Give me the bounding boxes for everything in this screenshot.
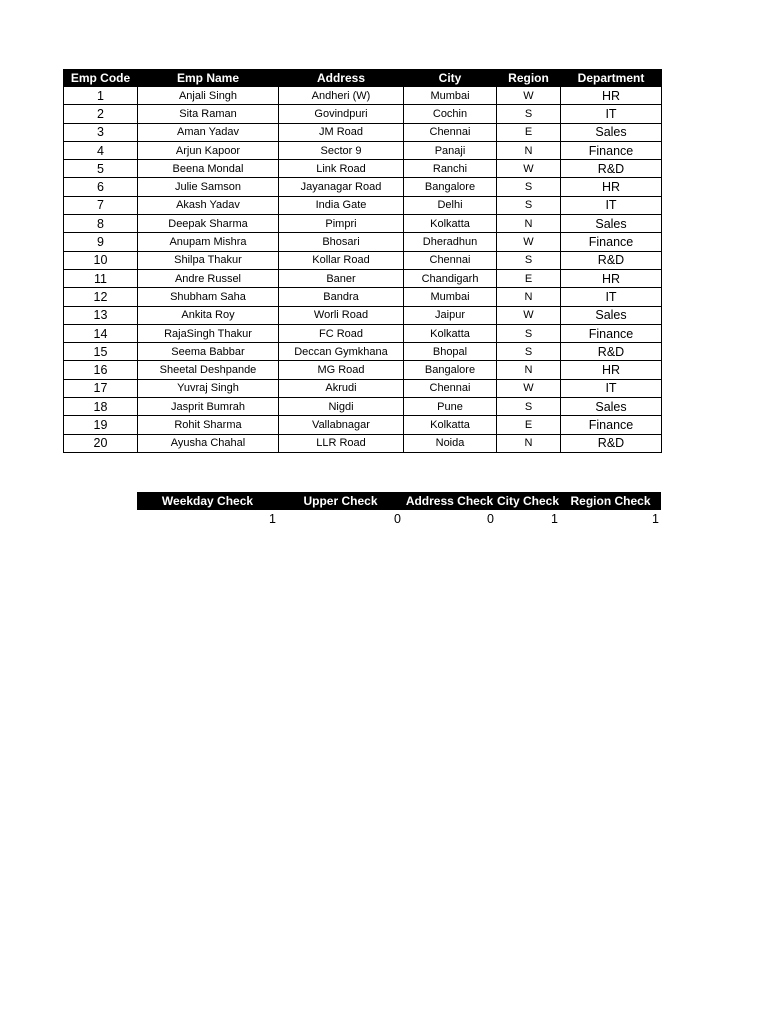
cell-emp-name: Jasprit Bumrah — [138, 398, 279, 416]
cell-address: Jayanagar Road — [279, 178, 404, 196]
cell-address: Link Road — [279, 160, 404, 178]
cell-address: JM Road — [279, 123, 404, 141]
cell-emp-name: Akash Yadav — [138, 196, 279, 214]
table-row — [64, 123, 662, 141]
table-row — [64, 196, 662, 214]
header-address: Address — [279, 69, 404, 87]
value-city-check: 1 — [551, 512, 558, 526]
cell-city: Ranchi — [404, 160, 497, 178]
cell-region: S — [497, 105, 561, 123]
cell-emp-code: 1 — [64, 87, 138, 105]
cell-emp-name: Ayusha Chahal — [138, 434, 279, 452]
table-row — [64, 416, 662, 434]
cell-emp-code: 9 — [64, 233, 138, 251]
cell-department: R&D — [561, 251, 662, 269]
cell-city: Bangalore — [404, 178, 497, 196]
table-row — [64, 178, 662, 196]
table-row — [64, 160, 662, 178]
cell-emp-name: Andre Russel — [138, 269, 279, 287]
cell-region: W — [497, 379, 561, 397]
header-emp-name: Emp Name — [138, 69, 279, 87]
cell-department: HR — [561, 87, 662, 105]
cell-region: S — [497, 196, 561, 214]
header-department: Department — [561, 69, 662, 87]
cell-address: Pimpri — [279, 215, 404, 233]
cell-city: Delhi — [404, 196, 497, 214]
cell-department: Finance — [561, 141, 662, 159]
cell-emp-code: 20 — [64, 434, 138, 452]
table-row — [64, 398, 662, 416]
cell-city: Chandigarh — [404, 269, 497, 287]
header-region-check: Region Check — [560, 492, 661, 510]
cell-address: FC Road — [279, 324, 404, 342]
cell-department: Finance — [561, 233, 662, 251]
table-row — [64, 343, 662, 361]
cell-emp-name: Seema Babbar — [138, 343, 279, 361]
cell-department: R&D — [561, 160, 662, 178]
cell-emp-name: Aman Yadav — [138, 123, 279, 141]
cell-department: Sales — [561, 306, 662, 324]
cell-region: W — [497, 233, 561, 251]
table-row — [64, 306, 662, 324]
cell-emp-name: Julie Samson — [138, 178, 279, 196]
cell-address: Bandra — [279, 288, 404, 306]
value-weekday-check: 1 — [269, 512, 276, 526]
cell-city: Bhopal — [404, 343, 497, 361]
cell-city: Chennai — [404, 379, 497, 397]
cell-region: E — [497, 123, 561, 141]
cell-address: LLR Road — [279, 434, 404, 452]
header-emp-code: Emp Code — [64, 69, 138, 87]
cell-region: E — [497, 416, 561, 434]
cell-emp-code: 14 — [64, 324, 138, 342]
table-row — [64, 251, 662, 269]
cell-city: Panaji — [404, 141, 497, 159]
cell-emp-code: 3 — [64, 123, 138, 141]
table-row — [64, 87, 662, 105]
cell-emp-name: RajaSingh Thakur — [138, 324, 279, 342]
cell-region: N — [497, 288, 561, 306]
cell-region: N — [497, 215, 561, 233]
cell-address: Bhosari — [279, 233, 404, 251]
cell-address: Nigdi — [279, 398, 404, 416]
cell-address: MG Road — [279, 361, 404, 379]
cell-region: E — [497, 269, 561, 287]
value-upper-check: 0 — [394, 512, 401, 526]
cell-address: Worli Road — [279, 306, 404, 324]
cell-emp-code: 19 — [64, 416, 138, 434]
cell-city: Pune — [404, 398, 497, 416]
cell-city: Chennai — [404, 123, 497, 141]
cell-department: IT — [561, 288, 662, 306]
cell-emp-code: 12 — [64, 288, 138, 306]
cell-city: Mumbai — [404, 288, 497, 306]
cell-city: Kolkatta — [404, 416, 497, 434]
employee-table-header-row — [64, 69, 662, 87]
cell-emp-code: 10 — [64, 251, 138, 269]
cell-region: N — [497, 434, 561, 452]
table-row — [64, 141, 662, 159]
header-upper-check: Upper Check — [278, 492, 403, 510]
cell-address: Vallabnagar — [279, 416, 404, 434]
value-region-check: 1 — [652, 512, 659, 526]
cell-region: S — [497, 398, 561, 416]
cell-department: IT — [561, 196, 662, 214]
check-table — [137, 492, 661, 528]
cell-emp-name: Shubham Saha — [138, 288, 279, 306]
cell-emp-name: Shilpa Thakur — [138, 251, 279, 269]
cell-emp-name: Rohit Sharma — [138, 416, 279, 434]
header-weekday-check: Weekday Check — [137, 492, 278, 510]
table-row — [64, 215, 662, 233]
cell-emp-code: 7 — [64, 196, 138, 214]
cell-address: India Gate — [279, 196, 404, 214]
cell-emp-code: 2 — [64, 105, 138, 123]
cell-emp-code: 16 — [64, 361, 138, 379]
cell-emp-code: 5 — [64, 160, 138, 178]
cell-department: R&D — [561, 434, 662, 452]
cell-region: W — [497, 160, 561, 178]
cell-department: Finance — [561, 324, 662, 342]
table-row — [64, 434, 662, 452]
cell-emp-name: Sita Raman — [138, 105, 279, 123]
cell-address: Akrudi — [279, 379, 404, 397]
table-row — [64, 269, 662, 287]
cell-emp-name: Beena Mondal — [138, 160, 279, 178]
cell-city: Jaipur — [404, 306, 497, 324]
cell-emp-name: Sheetal Deshpande — [138, 361, 279, 379]
cell-city: Noida — [404, 434, 497, 452]
cell-emp-name: Arjun Kapoor — [138, 141, 279, 159]
cell-department: R&D — [561, 343, 662, 361]
cell-city: Kolkatta — [404, 324, 497, 342]
cell-emp-name: Ankita Roy — [138, 306, 279, 324]
cell-region: W — [497, 306, 561, 324]
table-row — [64, 361, 662, 379]
table-row — [64, 233, 662, 251]
cell-address: Deccan Gymkhana — [279, 343, 404, 361]
table-row — [64, 379, 662, 397]
header-city-check: City Check — [496, 494, 560, 508]
value-address-check: 0 — [487, 512, 494, 526]
cell-department: IT — [561, 105, 662, 123]
cell-emp-name: Deepak Sharma — [138, 215, 279, 233]
cell-address: Sector 9 — [279, 141, 404, 159]
cell-address: Kollar Road — [279, 251, 404, 269]
header-address-check: Address Check — [403, 492, 496, 510]
cell-city: Bangalore — [404, 361, 497, 379]
cell-department: HR — [561, 361, 662, 379]
cell-city: Cochin — [404, 105, 497, 123]
employee-table — [63, 69, 662, 453]
check-table-value-row — [137, 510, 661, 528]
cell-region: S — [497, 324, 561, 342]
cell-emp-code: 8 — [64, 215, 138, 233]
cell-emp-code: 13 — [64, 306, 138, 324]
cell-emp-code: 17 — [64, 379, 138, 397]
cell-department: HR — [561, 178, 662, 196]
table-row — [64, 288, 662, 306]
cell-region: N — [497, 361, 561, 379]
cell-address: Govindpuri — [279, 105, 404, 123]
cell-region: S — [497, 178, 561, 196]
cell-region: S — [497, 251, 561, 269]
cell-department: Finance — [561, 416, 662, 434]
cell-department: Sales — [561, 123, 662, 141]
cell-region: W — [497, 87, 561, 105]
check-table-header-row — [137, 492, 661, 510]
cell-emp-name: Anjali Singh — [138, 87, 279, 105]
cell-city: Chennai — [404, 251, 497, 269]
table-row — [64, 105, 662, 123]
cell-address: Baner — [279, 269, 404, 287]
cell-department: IT — [561, 379, 662, 397]
header-city: City — [404, 69, 497, 87]
cell-region: N — [497, 141, 561, 159]
header-region: Region — [497, 69, 561, 87]
cell-department: Sales — [561, 398, 662, 416]
cell-emp-code: 4 — [64, 141, 138, 159]
cell-emp-code: 18 — [64, 398, 138, 416]
cell-city: Kolkatta — [404, 215, 497, 233]
cell-emp-code: 15 — [64, 343, 138, 361]
cell-emp-name: Anupam Mishra — [138, 233, 279, 251]
cell-region: S — [497, 343, 561, 361]
cell-department: Sales — [561, 215, 662, 233]
cell-department: HR — [561, 269, 662, 287]
cell-emp-code: 11 — [64, 269, 138, 287]
cell-emp-name: Yuvraj Singh — [138, 379, 279, 397]
cell-city: Dheradhun — [404, 233, 497, 251]
cell-emp-code: 6 — [64, 178, 138, 196]
cell-city: Mumbai — [404, 87, 497, 105]
cell-address: Andheri (W) — [279, 87, 404, 105]
table-row — [64, 324, 662, 342]
